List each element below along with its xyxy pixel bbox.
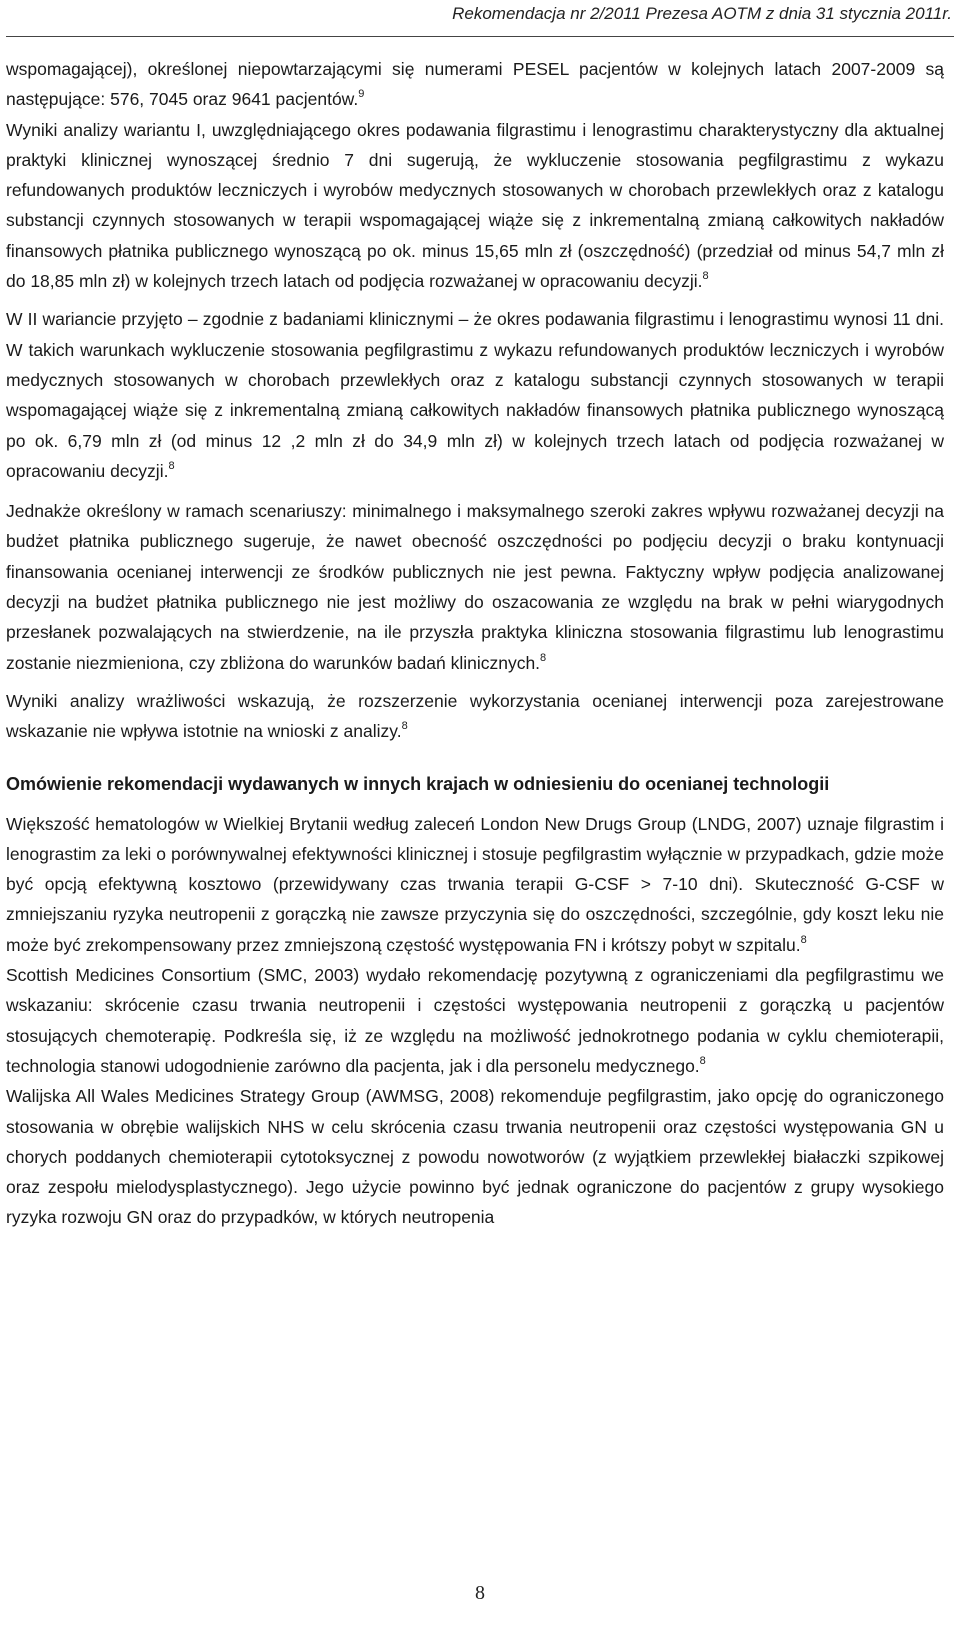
- header-divider: [6, 36, 954, 37]
- paragraph-text: Wyniki analizy wrażliwości wskazują, że rozszerzenie wykorzystania ocenianej interwencji poza zarejestrowane wskazanie nie wpływa istotnie na wnioski z analizy.: [6, 690, 944, 742]
- footnote-ref[interactable]: 8: [401, 720, 408, 733]
- footnote-ref[interactable]: 8: [540, 651, 547, 664]
- paragraph-text: Jednakże określony w ramach scenariuszy: minimalnego i maksymalnego szeroki zakres wpływu rozważanej decyzji na budżet płatnika publicznego sugeruje, że nawet obecność oszczędności po podjęciu decyzji o braku kontynuacji finansowania ocenianej interwencji ze środków publicznych nie jest pewna. Faktyczny wpływ podjęcia analizowanej decyzji na budżet płatnika publicznego nie jest możliwy do oszacowania ze względu na brak w pełni wiarygodnych przesłanek pozwalających na stwierdzenie, na ile przyszła praktyka kliniczna stosowania filgrastimu lub lenograstimu zostanie niezmieniona, czy zbliżona do warunków badań klinicznych.: [6, 501, 944, 673]
- paragraph-smc: [6, 960, 944, 1081]
- paragraph-text: wspomagającej), określonej niepowtarzającymi się numerami PESEL pacjentów w kolejnych latach 2007-2009 są następujące: 576, 7045 oraz 9641 pacjentów.: [6, 59, 944, 110]
- paragraph-pesel-counts: [6, 54, 944, 115]
- running-header: Rekomendacja nr 2/2011 Prezesa AOTM z dnia 31 stycznia 2011r.: [452, 4, 952, 23]
- paragraph-variant-2: [6, 304, 944, 486]
- paragraph-budget-uncertainty: [6, 496, 944, 678]
- footnote-ref[interactable]: 8: [168, 459, 175, 472]
- document-body: [6, 54, 944, 1233]
- paragraph-text: Większość hematologów w Wielkiej Brytanii według zaleceń London New Drugs Group (LNDG, 2007) uznaje filgrastim i lenograstim za leki o porównywalnej efektywności klinicznej i stosuje pegfilgrastim wyłącznie w przypadkach, gdzie może być opcją efektywną kosztowo (przewidywany czas trwania terapii G-CSF > 7-10 dni). Skuteczność G-CSF w zmniejszaniu ryzyka neutropenii z gorączką nie zawsze przyczynia się do oszczędności, szczególnie, gdy koszt leku nie może być zrekompensowany przez zmniejszoną częstość występowania FN i krótszy pobyt w szpitalu.: [6, 813, 944, 955]
- paragraph-variant-1: [6, 115, 944, 297]
- paragraph-awmsg: [6, 1081, 944, 1232]
- page-number: 8: [475, 1582, 485, 1604]
- footnote-ref[interactable]: 9: [358, 88, 365, 101]
- paragraph-text: Walijska All Wales Medicines Strategy Group (AWMSG, 2008) rekomenduje pegfilgrastim, jako opcję do ograniczonego stosowania w obrębie walijskich NHS w celu skrócenia czasu trwania neutropenii oraz częstości występowania GN u chorych poddanych chemioterapii cytotoksycznej z powodu nowotworów (z wyjątkiem przewlekłej białaczki szpikowej oraz zespołu mielodysplastycznego). Jego użycie powinno być jednak ograniczone do pacjentów z grupy wysokiego ryzyka rozwoju GN oraz do przypadków, w których neutropenia: [6, 1086, 944, 1228]
- section-heading: Omówienie rekomendacji wydawanych w innych krajach w odniesieniu do ocenianej technologii: [6, 773, 830, 794]
- footnote-ref[interactable]: 8: [702, 270, 709, 283]
- footnote-ref[interactable]: 8: [699, 1054, 706, 1067]
- footnote-ref[interactable]: 8: [800, 933, 807, 946]
- paragraph-lndg: [6, 809, 944, 960]
- paragraph-text: Wyniki analizy wariantu I, uwzględniającego okres podawania filgrastimu i lenograstimu charakterystyczny dla aktualnej praktyki klinicznej wynoszącej średnio 7 dni sugerują, że wykluczenie stosowania pegfilgrastimu z wykazu refundowanych produktów leczniczych i wyrobów medycznych stosowanych w chorobach przewlekłych oraz z katalogu substancji czynnych stosowanych w terapii wspomagającej wiąże się z inkrementalną zmianą całkowitych nakładów finansowych płatnika publicznego wynoszącą po ok. minus 15,65 mln zł (oszczędność) (przedział od minus 54,7 mln zł do 18,85 mln zł) w kolejnych trzech latach od podjęcia rozważanej w opracowaniu decyzji.: [6, 119, 944, 292]
- paragraph-sensitivity-analysis: [6, 686, 944, 747]
- paragraph-text: W II wariancie przyjęto – zgodnie z badaniami klinicznymi – że okres podawania filgrastimu i lenograstimu wynosi 11 dni. W takich warunkach wykluczenie stosowania pegfilgrastimu z wykazu refundowanych produktów leczniczych i wyrobów medycznych stosowanych w chorobach przewlekłych oraz z katalogu substancji czynnych stosowanych w terapii wspomagającej wiąże się z inkrementalną zmianą całkowitych nakładów finansowych płatnika publicznego wynoszącą po ok. 6,79 mln zł (od minus 12 ,2 mln zł do 34,9 mln zł) w kolejnych trzech latach od podjęcia rozważanej w opracowaniu decyzji.: [6, 309, 944, 481]
- paragraph-text: Scottish Medicines Consortium (SMC, 2003) wydało rekomendację pozytywną z ograniczeniami dla pegfilgrastimu we wskazaniu: skrócenie czasu trwania neutropenii i częstości występowania neutropenii z gorączką u pacjentów stosujących chemoterapię. Podkreśla się, iż ze względu na możliwość jednokrotnego podania w cyklu chemioterapii, technologia stanowi udogodnienie zarówno dla pacjenta, jak i dla personelu medycznego.: [6, 965, 944, 1076]
